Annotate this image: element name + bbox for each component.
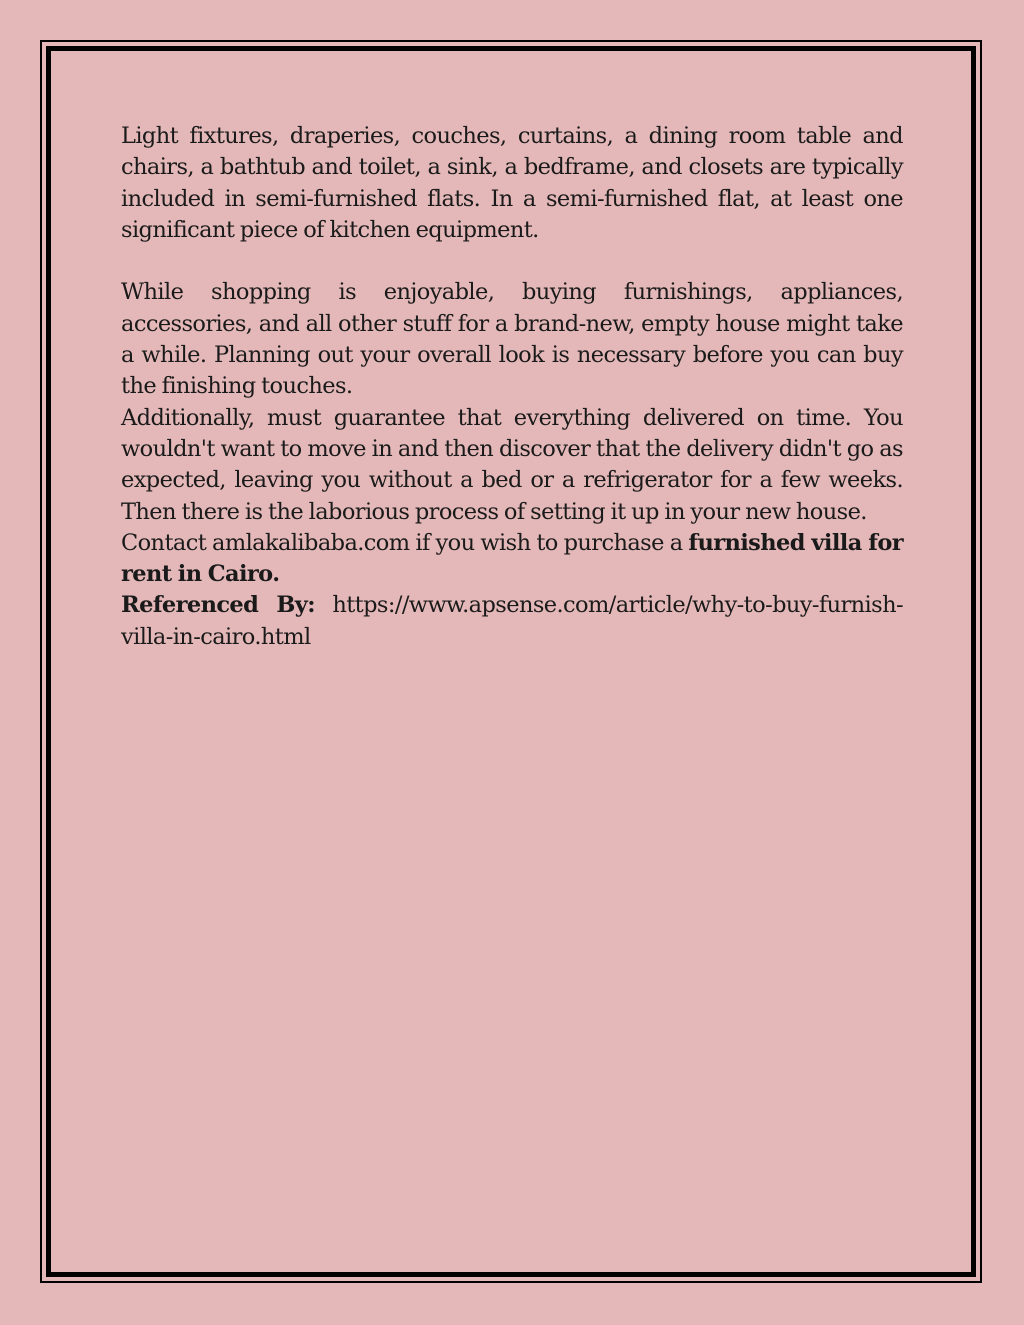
contact-text: Contact amlakalibaba.com if you wish to purchase a	[121, 529, 689, 556]
contact-bold-link-text: furnished villa for rent in Cairo.	[121, 529, 903, 588]
paragraph-semi-furnished: Light fixtures, draperies, couches, curtains, a dining room table and chairs, a bathtub and toilet, a sink, a bedframe, and closets are typically included in semi-furnished flats. In a semi-furnished flat, at least one significant piece of kitchen equipment.	[121, 123, 903, 243]
paragraph-delivery: Additionally, must guarantee that everything delivered on time. You wouldn't want to move in and then discover that the delivery didn't go as expected, leaving you without a bed or a refrigerator for a few weeks. Then there is the laborious process of setting it up in your new house.	[121, 404, 903, 525]
reference-url[interactable]: https://www.apsense.com/article/why-to-buy-furnish-villa-in-cairo.html	[121, 592, 903, 650]
document-body	[121, 121, 903, 653]
paragraph-reference	[121, 590, 903, 653]
paragraph-contact	[121, 528, 903, 591]
paragraph-shopping: While shopping is enjoyable, buying furnishings, appliances, accessories, and all other stuff for a brand-new, empty house might take a while. Planning out your overall look is necessary before you can buy the finishing touches.	[121, 279, 903, 400]
reference-label: Referenced By:	[121, 592, 315, 619]
